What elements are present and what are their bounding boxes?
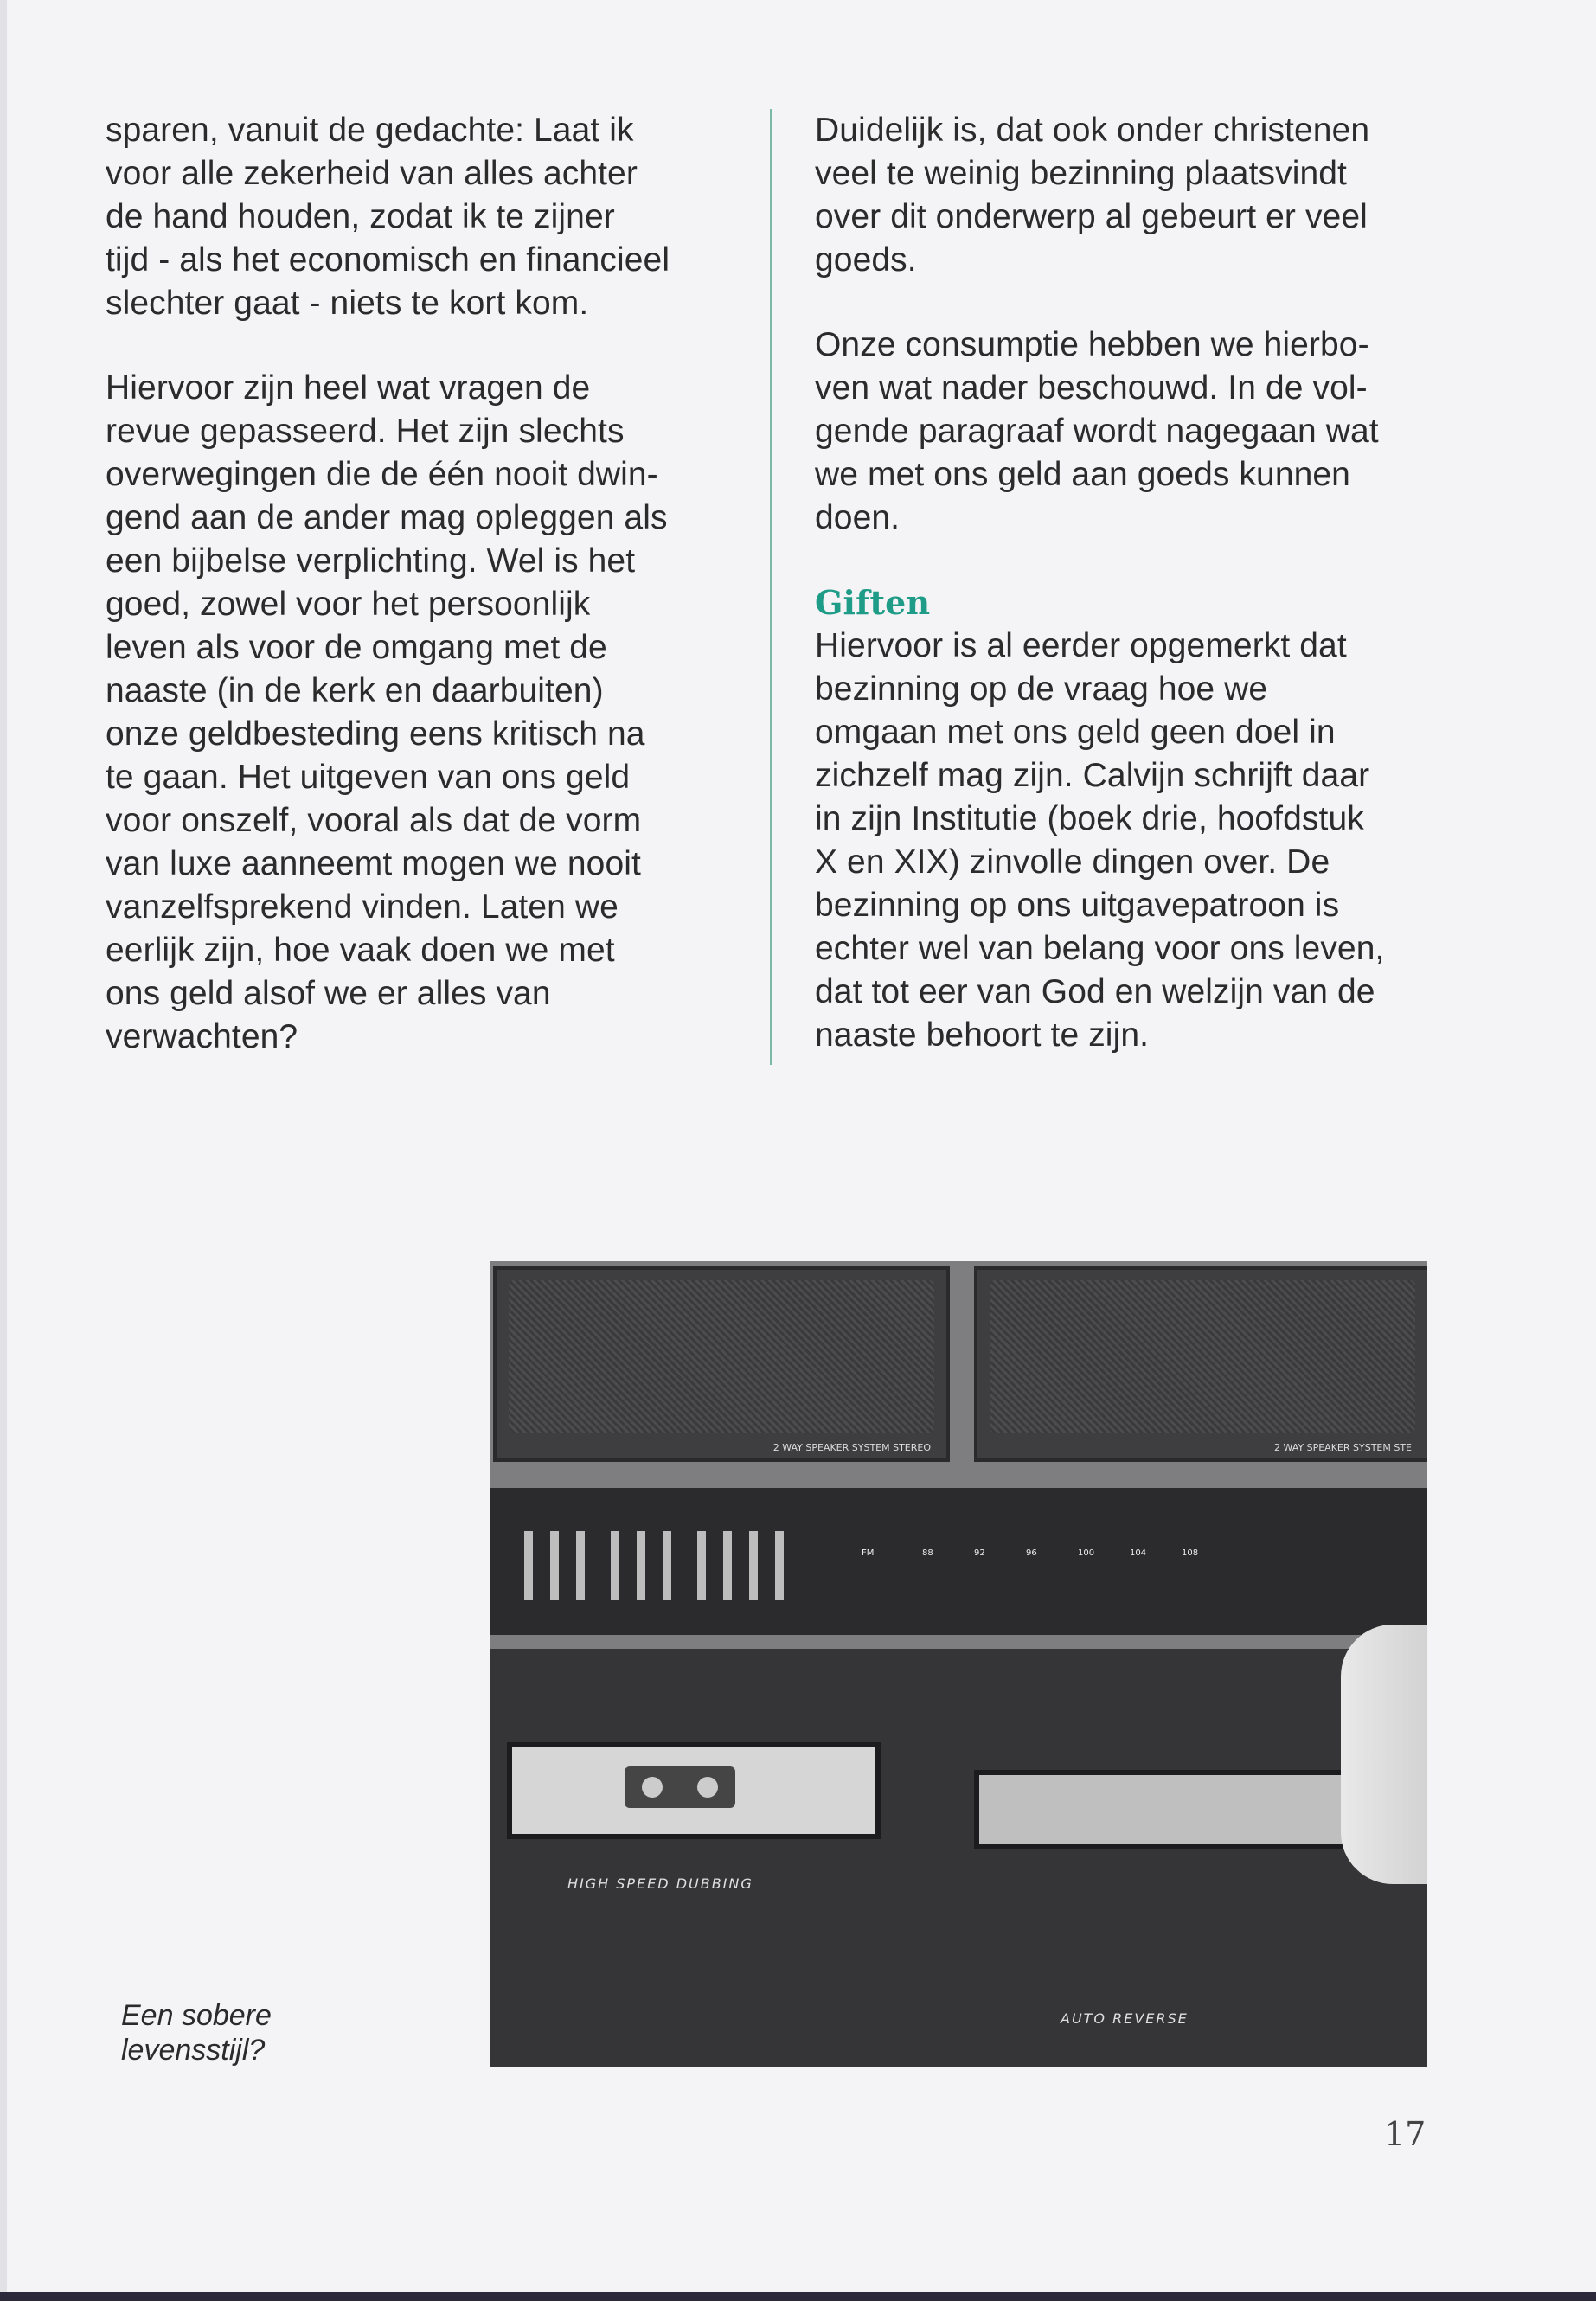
left-column (106, 109, 763, 1059)
left-paragraph-1: sparen, vanuit de gedachte: Laat ik voor alle zekerheid van alles achter de hand houden, zodat ik te zijner tijd - als het economisch en financieel slechter gaat - niets te kort kom. (106, 112, 670, 322)
cassette-window-right (974, 1770, 1365, 1849)
page-number: 17 (1384, 2115, 1426, 2153)
column-divider (770, 109, 772, 1065)
dubbing-label: HIGH SPEED DUBBING (567, 1875, 753, 1892)
right-column (815, 109, 1542, 1057)
caption-text: Een sobere levensstijl? (121, 1999, 272, 2067)
freq-label: FM (862, 1548, 875, 1558)
speaker-right (974, 1266, 1427, 1462)
freq-label: 100 (1078, 1548, 1095, 1558)
section-paragraph: Hiervoor is al eerder opgemerkt dat bezinning op de vraag hoe we omgaan met ons geld geen doel in zichzelf mag zijn. Calvijn schrijft daar in zijn Institutie (boek drie, hoofdstuk X en XIX) zinvolle dingen over. De bezinning op ons uitgavepatroon is echter wel van belang voor ons leven, dat tot eer van God en welzijn van de naaste behoort te zijn. (815, 627, 1385, 1054)
stereo-photo (490, 1261, 1427, 2067)
tuner-equalizer-panel (490, 1488, 1427, 1635)
cassette-deck (490, 1649, 1427, 2067)
speaker-label-left: 2 WAY SPEAKER SYSTEM STEREO (772, 1442, 931, 1453)
right-paragraph-2: Onze consumptie hebben we hierbo- ven wat nader beschouwd. In de vol- gende paragraaf wordt nagegaan wat we met ons geld aan goeds kunnen doen. (815, 326, 1379, 536)
freq-label: 104 (1130, 1548, 1147, 1558)
freq-label: 92 (974, 1548, 985, 1558)
page-bottom-edge (0, 2292, 1596, 2301)
auto-reverse-label: AUTO REVERSE (1061, 2010, 1189, 2027)
right-paragraph-1: Duidelijk is, dat ook onder christenen veel te weinig bezinning plaatsvindt over dit onderwerp al gebeurt er veel goeds. (815, 112, 1370, 279)
speaker-left (493, 1266, 950, 1462)
cassette-window-left (507, 1742, 881, 1839)
page-edge (0, 0, 7, 2301)
left-paragraph-2: Hiervoor zijn heel wat vragen de revue gepasseerd. Het zijn slechts overwegingen die de één nooit dwin- gend aan de ander mag opleggen als een bijbelse verplichting. Wel is het goed, zowel voor het persoonlijk leven als voor de omgang met de naaste (in de kerk en daarbuiten) onze geldbesteding eens kritisch na te gaan. Het uitgeven van ons geld voor onszelf, vooral als dat de vorm van luxe aanneemt mogen we nooit vanzelfsprekend vinden. Laten we eerlijk zijn, hoe vaak doen we met ons geld alsof we er alles van verwachten? (106, 369, 668, 1055)
freq-label: 88 (922, 1548, 933, 1558)
section-heading: Giften (815, 583, 931, 622)
freq-label: 108 (1182, 1548, 1199, 1558)
hand (1341, 1625, 1427, 1884)
freq-label: 96 (1026, 1548, 1037, 1558)
speaker-label-right: 2 WAY SPEAKER SYSTEM STE (1273, 1442, 1412, 1453)
photo-caption (121, 1998, 433, 2067)
